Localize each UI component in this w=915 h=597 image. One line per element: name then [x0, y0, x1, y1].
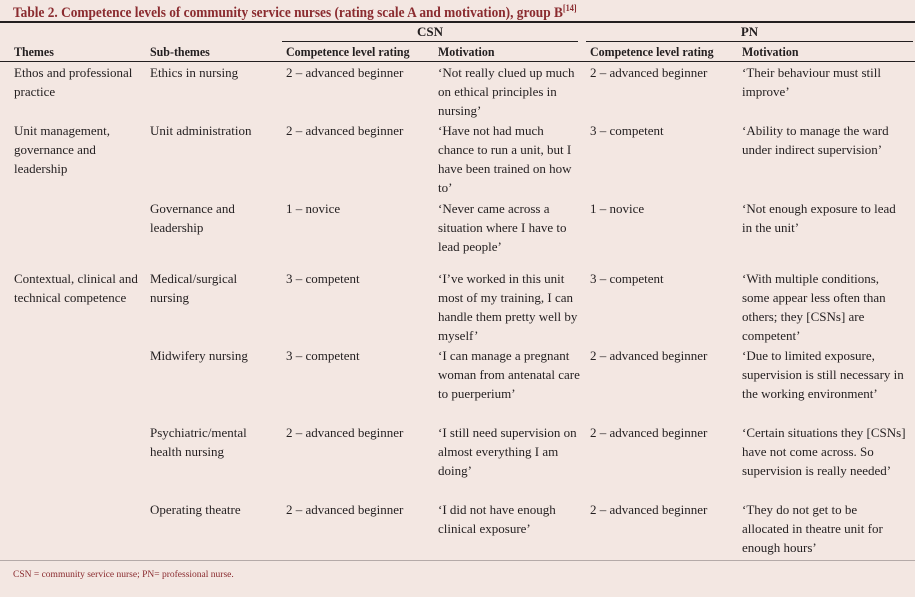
cell-pn-motivation: ‘They do not get to be allocated in theatre unit for enough hours’: [742, 502, 883, 555]
cell-pn-rating: 1 – novice: [590, 201, 645, 216]
cell-pn-rating: 2 – advanced beginner: [590, 65, 708, 80]
csn-rule: [282, 41, 578, 42]
cell-pn-motivation: ‘Certain situations they [CSNs] have not come across. So supervision is really needed’: [742, 425, 906, 478]
cell-pn-motivation: ‘With multiple conditions, some appear less often than others; they [CSNs] are competent’: [742, 271, 886, 343]
cell-subtheme: Midwifery nursing: [150, 348, 248, 363]
cell-csn-motivation: ‘Have not had much chance to run a unit, but I have been trained on how to’: [438, 123, 572, 195]
cell-pn-motivation: ‘Not enough exposure to lead in the unit’: [742, 201, 896, 235]
group-csn: CSN: [416, 24, 443, 39]
cell-csn-motivation: ‘Not really clued up much on ethical principles in nursing’: [438, 65, 575, 118]
group-pn: PN: [740, 24, 759, 39]
table-title: [13, 3, 577, 22]
header-subthemes: Sub-themes: [150, 44, 210, 59]
cell-csn-rating: 3 – competent: [286, 348, 360, 363]
cell-csn-rating: 2 – advanced beginner: [286, 123, 404, 138]
header-pn-rating: Competence level rating: [590, 44, 714, 59]
cell-csn-motivation: ‘I still need supervision on almost everything I am doing’: [438, 425, 577, 478]
cell-pn-rating: 3 – competent: [590, 123, 664, 138]
cell-csn-rating: 1 – novice: [286, 201, 341, 216]
bottom-rule: [0, 560, 915, 561]
header-themes: Themes: [14, 44, 54, 59]
cell-subtheme: Psychiatric/mental health nursing: [150, 425, 247, 459]
top-rule: [0, 21, 915, 23]
cell-subtheme: Operating theatre: [150, 502, 241, 517]
cell-pn-rating: 3 – competent: [590, 271, 664, 286]
header-csn-rating: Competence level rating: [286, 44, 410, 59]
cell-subtheme: Governance and leadership: [150, 201, 235, 235]
cell-csn-rating: 2 – advanced beginner: [286, 65, 404, 80]
cell-pn-rating: 2 – advanced beginner: [590, 502, 708, 517]
cell-subtheme: Unit administration: [150, 123, 252, 138]
cell-csn-rating: 2 – advanced beginner: [286, 425, 404, 440]
header-csn-motivation: Motivation: [438, 44, 495, 59]
cell-theme: Unit management, governance and leadership: [14, 123, 111, 176]
cell-csn-motivation: ‘I did not have enough clinical exposure’: [438, 502, 556, 536]
cell-theme: Ethos and professional practice: [14, 65, 133, 99]
cell-theme: Contextual, clinical and technical competence: [14, 271, 138, 305]
header-pn-motivation: Motivation: [742, 44, 799, 59]
title-text: Table 2. Competence levels of community service nurses (rating scale A and motivation), group B: [13, 4, 563, 21]
cell-pn-rating: 2 – advanced beginner: [590, 348, 708, 363]
cell-pn-rating: 2 – advanced beginner: [590, 425, 708, 440]
cell-pn-motivation: ‘Their behaviour must still improve’: [742, 65, 882, 99]
title-reference: [14]: [562, 3, 577, 13]
cell-pn-motivation: ‘Due to limited exposure, supervision is still necessary in the working environment’: [742, 348, 904, 401]
cell-subtheme: Ethics in nursing: [150, 65, 239, 80]
header-rule: [0, 61, 915, 62]
cell-subtheme: Medical/surgical nursing: [150, 271, 238, 305]
cell-csn-rating: 2 – advanced beginner: [286, 502, 404, 517]
cell-csn-motivation: ‘Never came across a situation where I have to lead people’: [438, 201, 567, 254]
footnote: CSN = community service nurse; PN= professional nurse.: [13, 570, 234, 580]
cell-csn-motivation: ‘I’ve worked in this unit most of my training, I can handle them pretty well by myself’: [438, 271, 578, 343]
cell-pn-motivation: ‘Ability to manage the ward under indirect supervision’: [742, 123, 889, 157]
cell-csn-rating: 3 – competent: [286, 271, 360, 286]
cell-csn-motivation: ‘I can manage a pregnant woman from antenatal care to puerperium’: [438, 348, 580, 401]
pn-rule: [586, 41, 913, 42]
